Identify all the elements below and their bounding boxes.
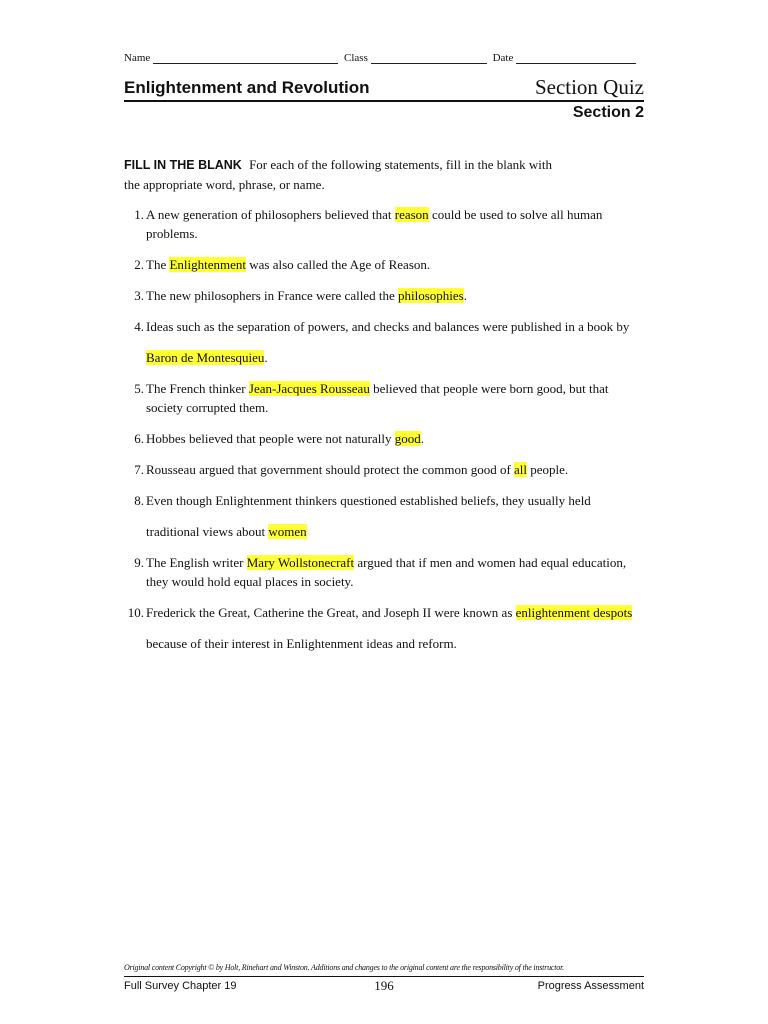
question-text: Hobbes believed that people were not naturally <box>146 431 395 446</box>
title-row <box>124 72 644 102</box>
date-blank <box>516 52 636 64</box>
answer-highlight: philosophies <box>397 288 464 303</box>
question-item <box>124 460 644 479</box>
question-item <box>124 429 644 448</box>
question-number: 10. <box>127 605 144 620</box>
page-footer <box>124 976 644 995</box>
question-text: Even though Enlightenment thinkers questioned established beliefs, they usually held traditional views about <box>146 493 591 539</box>
question-item <box>124 379 644 417</box>
student-info-fields <box>124 52 644 68</box>
question-item <box>124 311 644 373</box>
question-text: Ideas such as the separation of powers, and checks and balances were published in a book by <box>146 319 630 334</box>
question-item <box>124 485 644 547</box>
question-number: 3. <box>134 288 144 303</box>
section-label: Section 2 <box>572 104 644 121</box>
date-label: Date <box>492 52 514 64</box>
answer-highlight: Enlightenment <box>169 257 247 272</box>
quiz-title: Section Quiz <box>534 75 644 99</box>
instructions-text: For each of the following statements, fill in the blank with the appropriate word, phrase, or name. <box>124 157 552 192</box>
question-number: 7. <box>134 462 144 477</box>
answer-highlight: Jean-Jacques Rousseau <box>248 381 370 396</box>
question-item <box>124 286 644 305</box>
question-text: people. <box>527 462 569 477</box>
name-label: Name <box>124 52 151 64</box>
answer-highlight: good <box>394 431 421 446</box>
footer-assessment: Progress Assessment <box>537 980 644 992</box>
question-text: The <box>146 257 170 272</box>
question-text: The French thinker <box>146 381 249 396</box>
answer-highlight: enlightenment despots <box>515 605 633 620</box>
question-number: 1. <box>134 207 144 222</box>
question-number: 8. <box>134 493 144 508</box>
class-label: Class <box>344 52 368 64</box>
question-text: . <box>463 288 467 303</box>
instructions <box>124 155 554 194</box>
instructions-lead: FILL IN THE BLANK <box>124 158 242 172</box>
chapter-title: Enlightenment and Revolution <box>124 78 370 97</box>
answer-highlight: reason <box>394 207 429 222</box>
question-text: Rousseau argued that government should protect the common good of <box>146 462 515 477</box>
question-text: A new generation of philosophers believed that <box>146 207 395 222</box>
question-text: was also called the Age of Reason. <box>246 257 431 272</box>
question-number: 9. <box>134 555 144 570</box>
answer-highlight: Mary Wollstonecraft <box>246 555 355 570</box>
question-item <box>124 597 644 659</box>
name-blank <box>153 52 338 64</box>
question-number: 6. <box>134 431 144 446</box>
answer-highlight: women <box>268 524 307 539</box>
question-item <box>124 553 644 591</box>
question-number: 4. <box>134 319 144 334</box>
question-text: The English writer <box>146 555 247 570</box>
question-text: The new philosophers in France were called the <box>146 288 398 303</box>
question-text: . <box>264 350 268 365</box>
question-list <box>124 205 644 659</box>
question-text: could be used to solve all human problems. <box>146 207 603 241</box>
question-item <box>124 205 644 243</box>
question-number: 2. <box>134 257 144 272</box>
question-text: believed that people were born good, but that society corrupted them. <box>146 381 609 415</box>
question-text: . <box>420 431 424 446</box>
question-item <box>124 255 644 274</box>
page-number: 196 <box>374 978 394 993</box>
question-number: 5. <box>134 381 144 396</box>
copyright-notice: Original content Copyright © by Holt, Rinehart and Winston. Additions and changes to the original content are the responsibility of the instructor. <box>124 963 564 972</box>
question-text: because of their interest in Enlightenment ideas and reform. <box>146 636 457 651</box>
class-blank <box>371 52 487 64</box>
question-text: Frederick the Great, Catherine the Great, and Joseph II were known as <box>146 605 516 620</box>
answer-highlight: all <box>514 462 528 477</box>
question-text: argued that if men and women had equal education, they would hold equal places in society. <box>146 555 627 589</box>
answer-highlight: Baron de Montesquieu <box>146 350 265 365</box>
footer-chapter: Full Survey Chapter 19 <box>124 980 237 992</box>
